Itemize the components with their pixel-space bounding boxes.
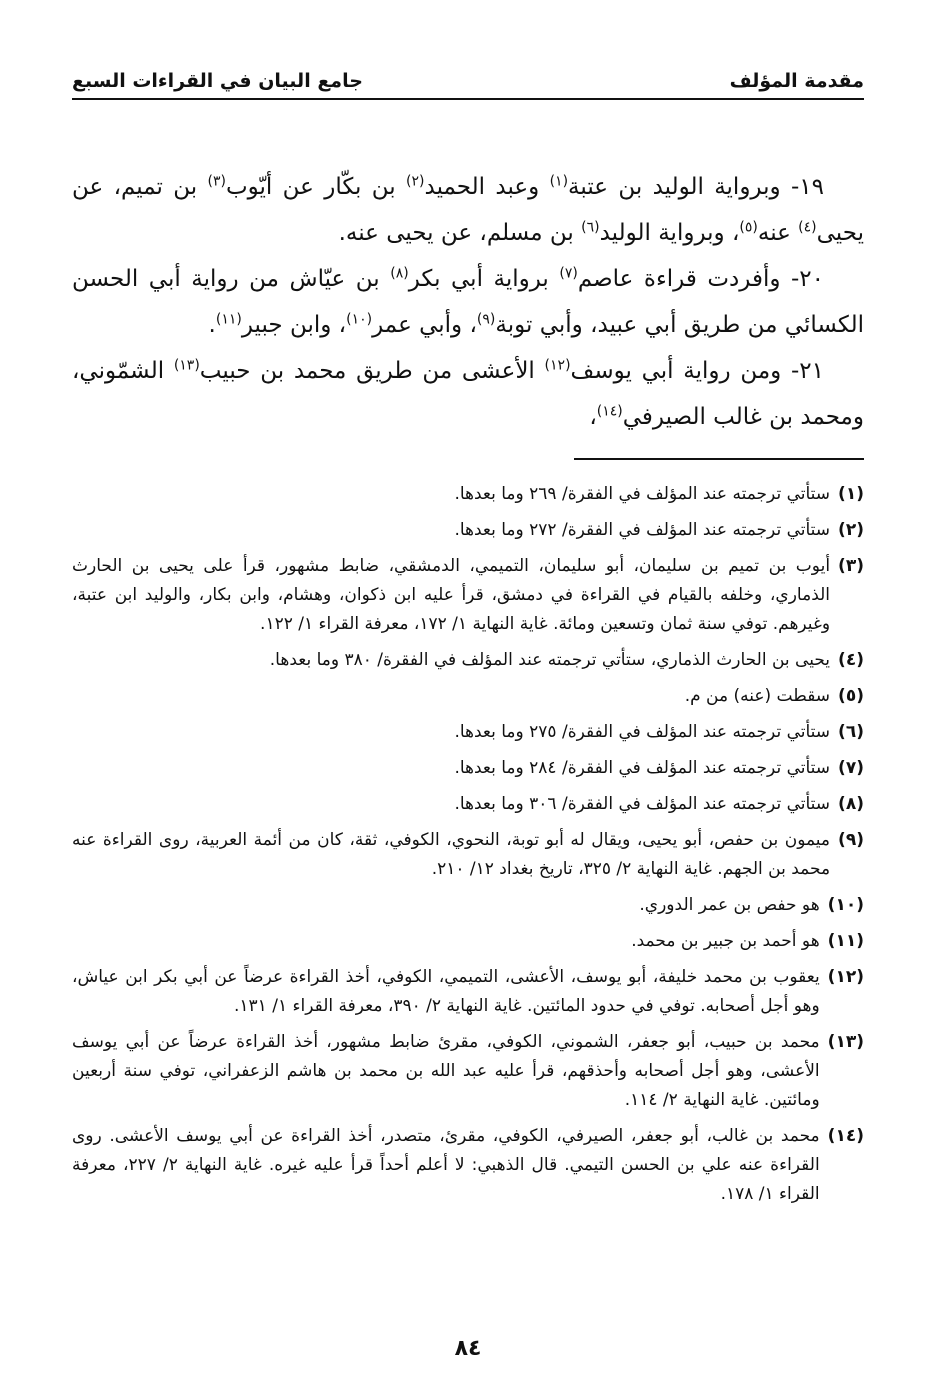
running-header <box>72 56 864 92</box>
footnote-ref[interactable]: (١٣) <box>173 357 200 374</box>
paragraph-text: ، وأبي عمر <box>372 312 477 338</box>
paragraph-text: ، <box>589 404 597 430</box>
footnote-number: (١٣) <box>827 1032 864 1052</box>
footnote-number: (٥) <box>838 686 864 706</box>
paragraph-text: الأعشى من طريق محمد بن حبيب <box>199 358 545 384</box>
paragraph-text: بن عيّاش من رواية أبي الحسن الكسائي من طريق أبي عبيد، وأبي توبة <box>72 266 864 338</box>
paragraph-text: ٢٠- وأفردت قراءة عاصم <box>577 266 824 292</box>
book-title: جامع البيان في القراءات السبع <box>72 70 363 92</box>
footnote-text: ستأتي ترجمته عند المؤلف في الفقرة/ ٢٦٩ وما بعدها. <box>454 484 831 504</box>
footnote-separator <box>574 458 864 460</box>
page-number: ٨٤ <box>454 1336 482 1361</box>
footnote-number: (٨) <box>838 794 864 814</box>
paragraph-text: ، وابن جبير <box>241 312 347 338</box>
footnote-ref[interactable]: (١١) <box>215 311 242 328</box>
footnote-ref[interactable]: (١٠) <box>346 311 373 328</box>
paragraph-text: ١٩- وبرواية الوليد بن عتبة <box>568 174 824 200</box>
footnote-ref[interactable]: (٣) <box>207 173 226 190</box>
paragraph-text: بن تميم، عن يحيى <box>72 174 864 246</box>
footnote <box>72 646 864 675</box>
footnote-ref[interactable]: (٥) <box>739 219 758 236</box>
footnote-number: (٢) <box>838 520 864 540</box>
footnote <box>72 790 864 819</box>
footnote <box>72 826 864 884</box>
footnote-ref[interactable]: (١٢) <box>544 357 571 374</box>
footnote <box>72 754 864 783</box>
paragraph-text: برواية أبي بكر <box>408 266 560 292</box>
footnote-text: ستأتي ترجمته عند المؤلف في الفقرة/ ٢٧٢ وما بعدها. <box>454 520 831 540</box>
paragraph <box>72 348 864 440</box>
footnote <box>72 1028 864 1115</box>
footnote-ref[interactable]: (١) <box>549 173 569 190</box>
footnote-text: محمد بن غالب، أبو جعفر، الصيرفي، الكوفي، مقرئ، متصدر، أخذ القراءة عن أبي يوسف الأعشى. روى القراءة عنه علي بن الحسن التيمي. قال الذهبي: لا أعلم أحداً قرأ عليه غيره. غاية النهاية ٢/ ٢٢٧، معرفة القراء ١/ ١٧٨. <box>72 1126 820 1204</box>
footnote <box>72 552 864 639</box>
footnote-text: محمد بن حبيب، أبو جعفر، الشموني، الكوفي، مقرئ ضابط مشهور، أخذ القراءة عرضاً عن أبي يوسف الأعشى، وهو أجل أصحابه وأحذقهم، قرأ عليه عبد الله بن محمد بن هاشم الزعفراني، توفي سنة أربعين ومائتين. غاية النهاية ٢/ ١١٤. <box>72 1032 820 1110</box>
footnote <box>72 682 864 711</box>
paragraph-text: وعبد الحميد <box>424 174 550 200</box>
footnote-ref[interactable]: (٦) <box>581 219 600 236</box>
footnotes <box>72 480 864 1216</box>
paragraph-text: ، وبرواية الوليد <box>599 220 740 246</box>
footnote-text: هو أحمد بن جبير بن محمد. <box>631 931 820 951</box>
footnote <box>72 963 864 1021</box>
footnote-ref[interactable]: (١٤) <box>596 403 623 420</box>
footnote-number: (١٢) <box>827 967 864 987</box>
footnote-number: (٦) <box>838 722 864 742</box>
footnote-text: يحيى بن الحارث الذماري، ستأتي ترجمته عند المؤلف في الفقرة/ ٣٨٠ وما بعدها. <box>269 650 831 670</box>
paragraph-text: عنه <box>757 220 799 246</box>
paragraph <box>72 164 864 256</box>
chapter-title: مقدمة المؤلف <box>729 70 864 92</box>
paragraph <box>72 256 864 348</box>
footnote-number: (٤) <box>838 650 864 670</box>
footnote-text: ستأتي ترجمته عند المؤلف في الفقرة/ ٣٠٦ وما بعدها. <box>454 794 831 814</box>
footnote <box>72 480 864 509</box>
footnote-ref[interactable]: (٢) <box>406 173 425 190</box>
footnote-text: سقطت (عنه) من م. <box>684 686 831 706</box>
footnote-text: أيوب بن تميم بن سليمان، أبو سليمان، التميمي، الدمشقي، ضابط مشهور، قرأ على يحيى بن الحارث الذماري، وخلفه بالقيام في القراءة في دمشق، قرأ عليه ابن ذكوان، وهشام، وابن بكار، والوليد ابن عتبة، وغيرهم. توفي سنة ثمان وتسعين ومائة. غاية النهاية ١/ ١٧٢، معرفة القراء ١/ ١٢٢. <box>72 556 831 634</box>
footnote <box>72 718 864 747</box>
footnote-text: ستأتي ترجمته عند المؤلف في الفقرة/ ٢٨٤ وما بعدها. <box>454 758 831 778</box>
footnote <box>72 516 864 545</box>
footnote-number: (١٠) <box>827 895 864 915</box>
footnote <box>72 1122 864 1209</box>
footnote-number: (١٤) <box>827 1126 864 1146</box>
paragraph-text: بن بكّار عن أيّوب <box>226 174 407 200</box>
main-text <box>72 164 864 440</box>
footnote-text: ميمون بن حفص، أبو يحيى، ويقال له أبو توبة، النحوي، الكوفي، ثقة، كان من أئمة العربية، روى القراءة عنه محمد بن الجهم. غاية النهاية ٢/ ٣٢٥، تاريخ بغداد ١٢/ ٢١٠. <box>72 830 831 879</box>
footnote-ref[interactable]: (٤) <box>798 219 817 236</box>
footnote-text: ستأتي ترجمته عند المؤلف في الفقرة/ ٢٧٥ وما بعدها. <box>454 722 831 742</box>
footnote-number: (٣) <box>838 556 864 576</box>
footnote <box>72 927 864 956</box>
footnote-ref[interactable]: (٧) <box>559 265 578 282</box>
footnote <box>72 891 864 920</box>
footnote-ref[interactable]: (٨) <box>390 265 409 282</box>
paragraph-text: الشمّوني، ومحمد بن غالب الصيرفي <box>72 358 864 430</box>
header-rule <box>72 98 864 100</box>
footnote-number: (٩) <box>838 830 864 850</box>
footnote-text: هو حفص بن عمر الدوري. <box>639 895 820 915</box>
paragraph-text: . <box>208 312 216 338</box>
footnote-ref[interactable]: (٩) <box>476 311 496 328</box>
footnote-number: (١) <box>838 484 864 504</box>
footnote-number: (٧) <box>838 758 864 778</box>
paragraph-text: ٢١- ومن رواية أبي يوسف <box>570 358 825 384</box>
footnote-text: يعقوب بن محمد خليفة، أبو يوسف، الأعشى، التميمي، الكوفي، أخذ القراءة عرضاً عن أبي بكر ابن عياش، وهو أجل أصحابه. توفي في حدود المائتين. غاية النهاية ٢/ ٣٩٠، معرفة القراء ١/ ١٣١. <box>72 967 820 1016</box>
paragraph-text: بن مسلم، عن يحيى عنه. <box>338 220 582 246</box>
footnote-number: (١١) <box>827 931 864 951</box>
page <box>72 56 864 1367</box>
